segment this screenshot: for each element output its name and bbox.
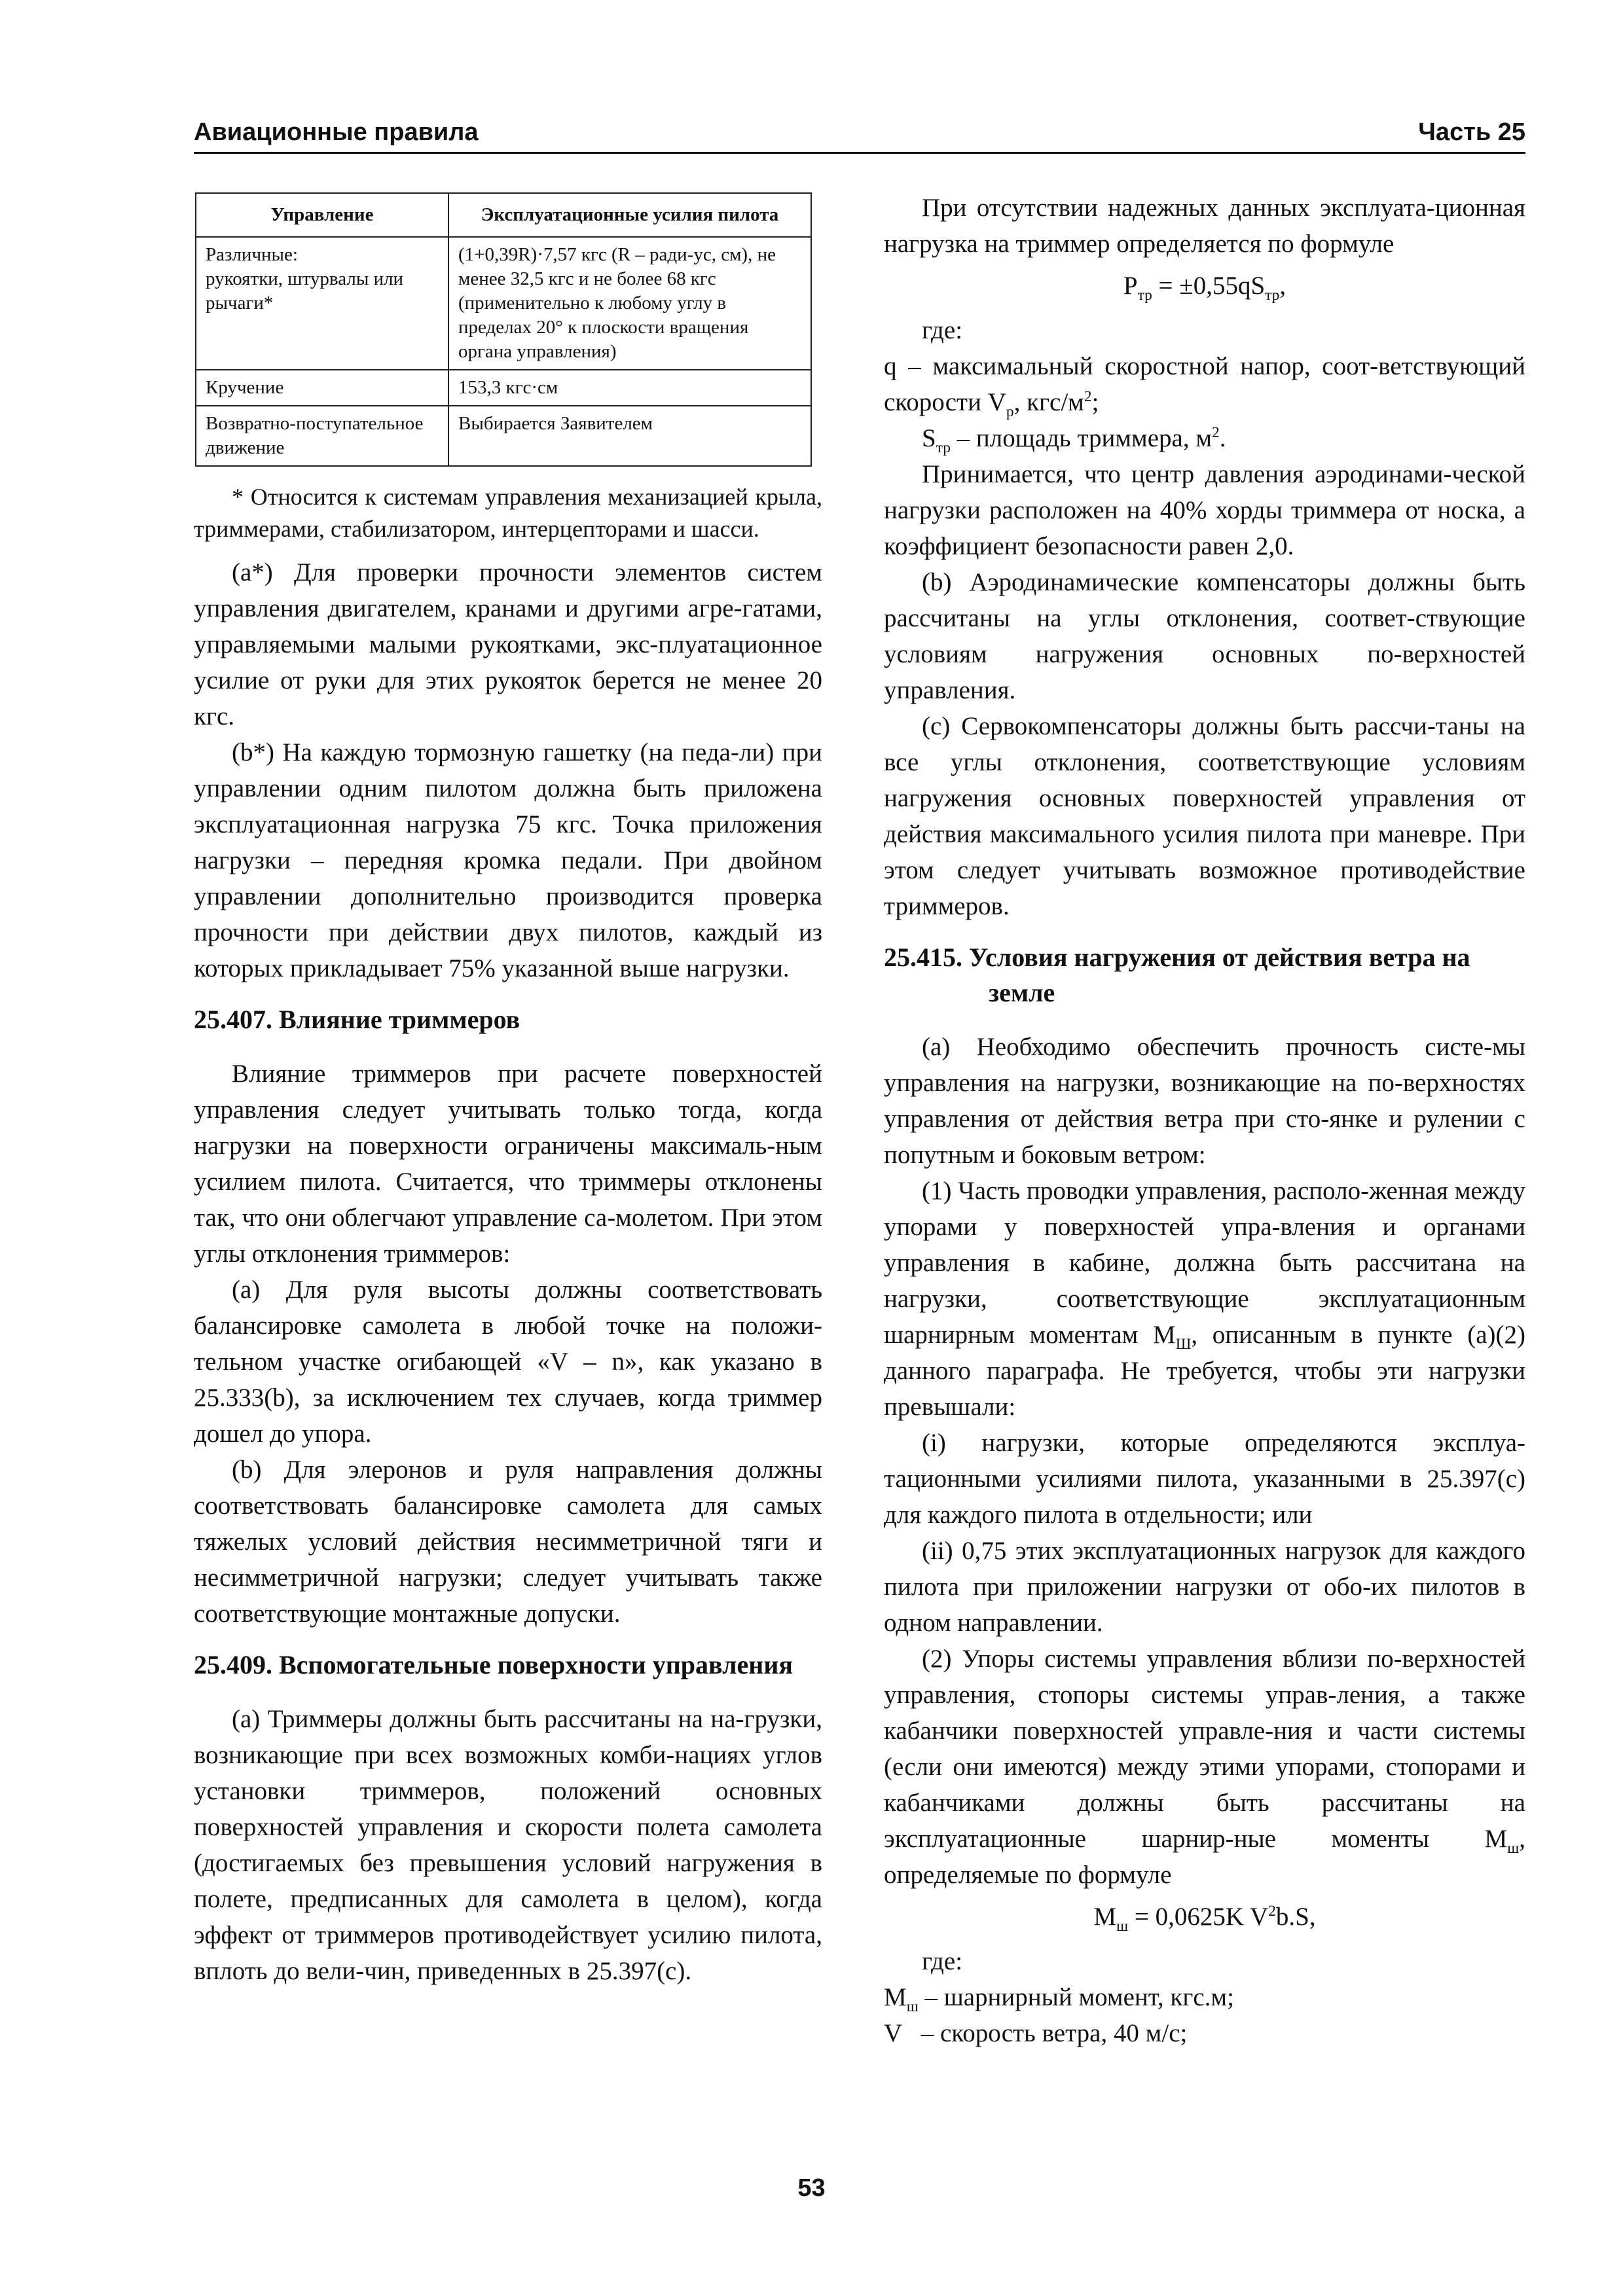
paragraph [884, 1641, 1525, 1893]
table-cell: Возвратно-поступательное движение [196, 406, 448, 466]
definition-v: V – скорость ветра, 40 м/с; [884, 2019, 1188, 2047]
def-subscript: тр [936, 439, 951, 456]
paragraph: (а) Для руля высоты должны соответствовать балансировке самолета в любой точке на положи-тельном участке огибающей «V – n», как указано в 25.333(b), за исключением тех случаев, когда триммер дошел до упора. [194, 1276, 822, 1448]
table-cell: Различные: рукоятки, штурвалы или рычаги* [196, 237, 448, 370]
table-row [196, 237, 811, 370]
table-header-row [196, 193, 811, 237]
formula-part: , [1279, 272, 1286, 300]
paragraph: (b) Аэродинамические компенсаторы должны быть рассчитаны на углы отклонения, соответ-ствующие условиям нагружения основных по-верхностей управления. [884, 568, 1525, 704]
definition-m [884, 1979, 1525, 2015]
formula-part: P [1123, 272, 1138, 300]
formula-superscript: 2 [1268, 1903, 1276, 1920]
definition-s [884, 420, 1525, 456]
paragraph: (а) Триммеры должны быть рассчитаны на на-грузки, возникающие при всех возможных комби-нациях углов установки триммеров, положений основных поверхностей управления и скорости полета самолета (достигаемых без превышения условий нагружения в полете, предписанных для самолета в целом), когда эффект от триммеров противодействует усилию пилота, вплоть до вели-чин, приведенных в 25.397(с). [194, 1705, 822, 1985]
table-cell: Выбирается Заявителем [448, 406, 811, 466]
header-title: Авиационные правила [194, 118, 479, 146]
table-cell: 153,3 кгс·см [448, 370, 811, 406]
formula-part: = ±0,55qS [1152, 272, 1266, 300]
paragraph: При отсутствии надежных данных эксплуата-ционная нагрузка на триммер определяется по формуле [884, 194, 1525, 258]
formula-subscript: ш [1116, 1917, 1129, 1935]
def-text: ; [1091, 388, 1099, 416]
formula-trimmer-load [884, 271, 1525, 304]
header-part: Часть 25 [1418, 118, 1525, 146]
table-row [196, 370, 811, 406]
para-text: (2) Упоры системы управления вблизи по-верхностей управления, стопоры системы управ-ления, а также кабанчики поверхностей управле-ния и части системы (если они имеются) между этими упорами, стопорами и кабанчиками должны быть рассчитаны на эксплуатационные шарнир-ные моменты M [884, 1645, 1525, 1853]
where-label: где: [922, 316, 963, 344]
right-column [884, 190, 1525, 2051]
table-header-cell: Эксплуатационные усилия пилота [448, 193, 811, 237]
paragraph: Влияние триммеров при расчете поверхностей управления следует учитывать только тогда, когда нагрузки на поверхности ограничены максималь-ным усилием пилота. Считается, что триммеры отклонены так, что они облегчают управление са-молетом. При этом углы отклонения триммеров: [194, 1060, 822, 1268]
table-header-cell: Управление [196, 193, 448, 237]
definition-q [884, 348, 1525, 420]
def-text: – шарнирный момент, кгс.м; [918, 1983, 1234, 2011]
def-superscript: 2 [1084, 388, 1092, 405]
section-heading-25-415: 25.415. Условия нагружения от действия ветра на земле [884, 942, 1470, 1007]
paragraph: (с) Сервокомпенсаторы должны быть рассчи-таны на все углы отклонения, соответствующие условиям нагружения основных поверхностей управления от действия максимального усилия пилота при маневре. При этом следует учитывать возможное противодействие триммеров. [884, 712, 1525, 920]
formula-hinge-moment [884, 1902, 1525, 1935]
para-subscript: ш [1507, 1839, 1520, 1857]
table-cell: (1+0,39R)·7,57 кгс (R – ради-ус, см), не менее 32,5 кгс и не более 68 кгс (применительно к любому углу в пределах 20° к плоскости вращения органа управления) [448, 237, 811, 370]
page-number: 53 [797, 2174, 826, 2202]
where-label: где: [922, 1947, 963, 1975]
paragraph: (i) нагрузки, которые определяются эксплуа-тационными усилиями пилота, указанными в 25.397(с) для каждого пилота в отдельности; или [884, 1429, 1525, 1529]
paragraph: (а*) Для проверки прочности элементов систем управления двигателем, кранами и другими агре-гатами, управляемыми малыми рукоятками, экс-плуатационное усилие от руки для этих рукояток берется не менее 20 кгс. [194, 558, 822, 730]
para-text: , описанным в пункте (а)(2) данного параграфа. Не требуется, чтобы эти нагрузки превышали: [884, 1321, 1525, 1421]
formula-part: b.S, [1275, 1903, 1316, 1931]
control-forces-table [195, 192, 812, 467]
para-text: , определяемые по формуле [884, 1825, 1525, 1889]
def-text: , кгс/м [1013, 388, 1084, 416]
para-text: (1) Часть проводки управления, располо-женная между упорами у поверхностей упра-вления и органами управления в кабине, должна быть рассчитана на нагрузки, соответствующие эксплуатационным шарнирным моментам M [884, 1177, 1525, 1349]
def-superscript: 2 [1212, 424, 1220, 441]
left-column [194, 190, 822, 1989]
def-text: . [1219, 424, 1226, 452]
formula-subscript: тр [1265, 286, 1280, 304]
section-heading-25-407: 25.407. Влияние триммеров [194, 1005, 520, 1034]
para-subscript: Ш [1175, 1335, 1192, 1353]
def-text: q – максимальный скоростной напор, соот-ветствующий скорости V [884, 352, 1525, 416]
def-subscript: ш [906, 1998, 919, 2015]
paragraph: (b) Для элеронов и руля направления должны соответствовать балансировке самолета для самых тяжелых условий действия несимметричной тяги и несимметричной нагрузки; следует учитывать также соответствующие монтажные допуски. [194, 1456, 822, 1628]
formula-subscript: тр [1137, 286, 1152, 304]
def-text: M [884, 1983, 907, 2011]
table-cell: Кручение [196, 370, 448, 406]
paragraph: (b*) На каждую тормозную гашетку (на педа-ли) при управлении одним пилотом должна быть приложена эксплуатационная нагрузка 75 кгс. Точка приложения нагрузки – передняя кромка педали. При двойном управлении дополнительно производится проверка прочности при действии двух пилотов, каждый из которых прикладывает 75% указанной выше нагрузки. [194, 738, 822, 982]
def-text: – площадь триммера, м [950, 424, 1213, 452]
table-footnote: * Относится к системам управления механизацией крыла, триммерами, стабилизатором, интерцепторами и шасси. [194, 484, 822, 542]
def-subscript: p [1006, 403, 1014, 420]
paragraph: Принимается, что центр давления аэродинами-ческой нагрузки расположен на 40% хорды триммера от носка, а коэффициент безопасности равен 2,0. [884, 460, 1525, 560]
paragraph: (ii) 0,75 этих эксплуатационных нагрузок для каждого пилота при приложении нагрузки от обо-их пилотов в одном направлении. [884, 1537, 1525, 1637]
paragraph [884, 1173, 1525, 1425]
formula-part: M [1093, 1903, 1117, 1931]
table-row [196, 406, 811, 466]
formula-part: = 0,0625K V [1128, 1903, 1269, 1931]
def-text: S [922, 424, 936, 452]
paragraph: (а) Необходимо обеспечить прочность систе-мы управления на нагрузки, возникающие на по-верхностях управления от действия ветра при сто-янке и рулении с попутным и боковым ветром: [884, 1033, 1525, 1169]
running-header [194, 113, 1525, 154]
section-heading-25-409: 25.409. Вспомогательные поверхности управления [194, 1650, 793, 1679]
